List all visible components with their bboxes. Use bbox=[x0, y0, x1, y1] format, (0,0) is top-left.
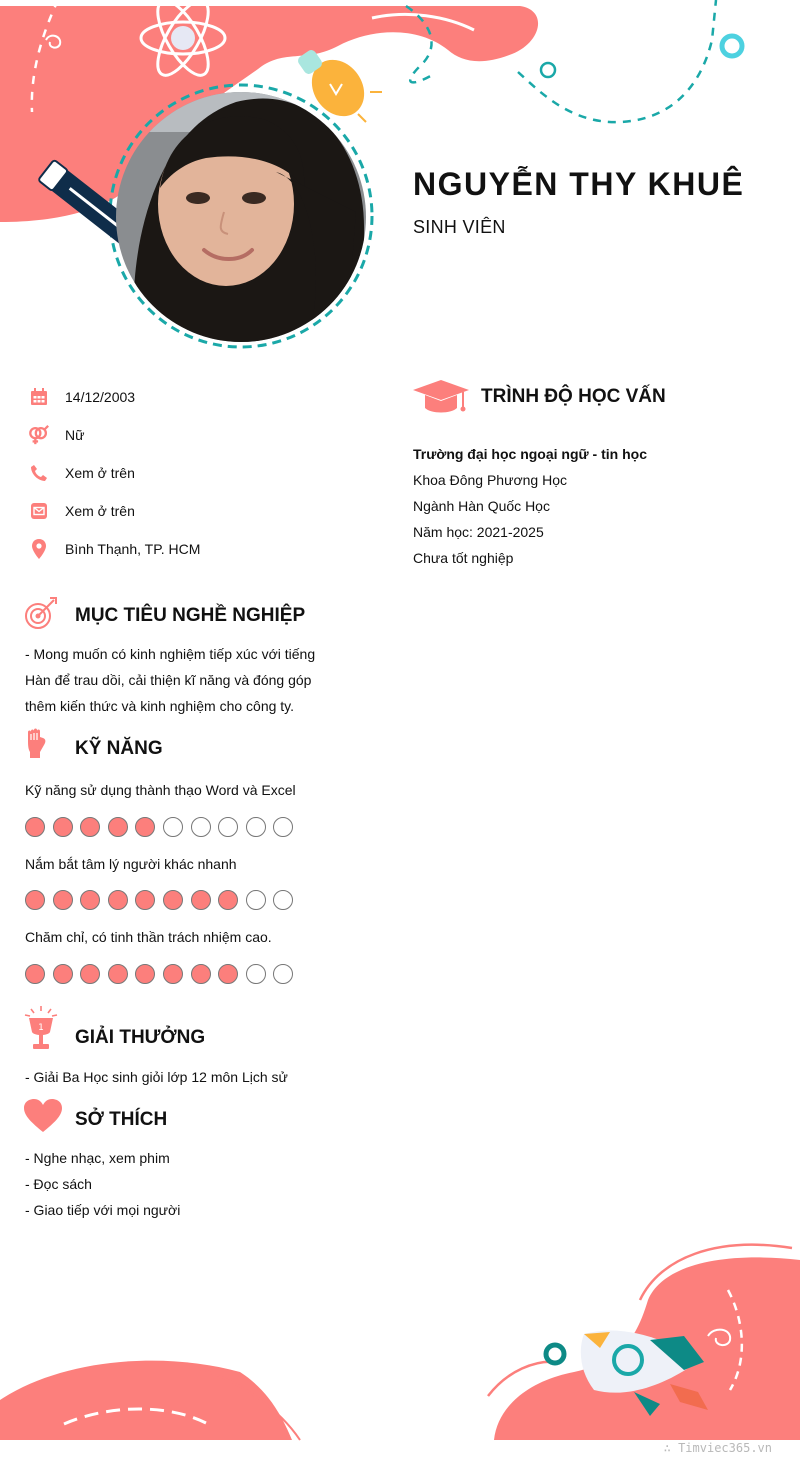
info-email bbox=[28, 500, 135, 522]
trophy-icon bbox=[24, 1006, 58, 1057]
objective-line: thêm kiến thức và kinh nghiệm cho công ty. bbox=[25, 698, 295, 714]
rating-dot-empty bbox=[218, 817, 238, 837]
rating-dot-empty bbox=[273, 817, 293, 837]
rating-dot-filled bbox=[191, 890, 211, 910]
email-icon bbox=[28, 500, 50, 522]
skill-name: Nắm bắt tâm lý người khác nhanh bbox=[25, 856, 237, 872]
rating-dot-filled bbox=[135, 817, 155, 837]
rating-dot-empty bbox=[273, 890, 293, 910]
objective-title: MỤC TIÊU NGHỀ NGHIỆP bbox=[75, 605, 306, 626]
gender-icon bbox=[28, 424, 50, 446]
rating-dot-filled bbox=[53, 964, 73, 984]
rating-dot-filled bbox=[108, 964, 128, 984]
rating-dot-filled bbox=[53, 890, 73, 910]
education-line: Chưa tốt nghiệp bbox=[413, 550, 514, 566]
graduation-cap-icon bbox=[413, 380, 469, 419]
info-address bbox=[28, 538, 200, 560]
rating-dot-filled bbox=[80, 890, 100, 910]
rating-dot-empty bbox=[191, 817, 211, 837]
rating-dot-filled bbox=[25, 890, 45, 910]
heart-icon bbox=[24, 1099, 62, 1138]
rating-dot-filled bbox=[218, 964, 238, 984]
award-line: - Giải Ba Học sinh giỏi lớp 12 môn Lịch sử bbox=[25, 1069, 288, 1085]
skill-name: Chăm chỉ, có tinh thần trách nhiệm cao. bbox=[25, 929, 272, 945]
job-title: SINH VIÊN bbox=[413, 217, 506, 237]
gender-value: Nữ bbox=[65, 427, 85, 443]
skill-rating bbox=[25, 817, 293, 837]
education-line: Khoa Đông Phương Học bbox=[413, 472, 567, 488]
rating-dot-filled bbox=[191, 964, 211, 984]
objective-text bbox=[25, 641, 315, 719]
info-gender bbox=[28, 424, 84, 446]
hobbies-list bbox=[25, 1145, 180, 1223]
hobby-line: - Giao tiếp với mọi người bbox=[25, 1202, 181, 1218]
hand-fist-icon bbox=[24, 728, 48, 765]
rating-dot-filled bbox=[108, 890, 128, 910]
phone-value: Xem ở trên bbox=[65, 465, 135, 481]
rating-dot-filled bbox=[108, 817, 128, 837]
address-value: Bình Thạnh, TP. HCM bbox=[65, 541, 201, 557]
education-title: TRÌNH ĐỘ HỌC VẤN bbox=[481, 386, 666, 407]
skill-rating bbox=[25, 890, 293, 910]
education-line: Ngành Hàn Quốc Học bbox=[413, 498, 550, 514]
school-name: Trường đại học ngoại ngữ - tin học bbox=[413, 446, 647, 462]
skills-title: KỸ NĂNG bbox=[75, 738, 163, 759]
rating-dot-empty bbox=[273, 964, 293, 984]
objective-line: - Mong muốn có kinh nghiệm tiếp xúc với tiếng bbox=[25, 646, 316, 662]
bottom-left-blob bbox=[0, 1361, 292, 1440]
calendar-icon bbox=[28, 386, 50, 408]
candidate-name: NGUYỄN THY KHUÊ bbox=[413, 166, 745, 202]
awards-title: GIẢI THƯỞNG bbox=[75, 1027, 206, 1048]
skill-name: Kỹ năng sử dụng thành thạo Word và Excel bbox=[25, 782, 296, 798]
rating-dot-filled bbox=[25, 964, 45, 984]
profile-photo-illustration bbox=[116, 92, 366, 342]
rating-dot-filled bbox=[163, 890, 183, 910]
birthdate-value: 14/12/2003 bbox=[65, 389, 136, 405]
rating-dot-filled bbox=[135, 890, 155, 910]
rating-dot-empty bbox=[163, 817, 183, 837]
location-pin-icon bbox=[28, 538, 50, 560]
rating-dot-filled bbox=[135, 964, 155, 984]
hobbies-title: SỞ THÍCH bbox=[75, 1109, 168, 1130]
profile-photo bbox=[116, 92, 366, 342]
rating-dot-filled bbox=[80, 817, 100, 837]
email-value: Xem ở trên bbox=[65, 503, 135, 519]
target-icon bbox=[24, 596, 58, 635]
rating-dot-filled bbox=[163, 964, 183, 984]
info-birthdate bbox=[28, 386, 135, 408]
education-details bbox=[413, 467, 567, 571]
phone-icon bbox=[28, 462, 50, 484]
rating-dot-filled bbox=[53, 817, 73, 837]
svg-text:1: 1 bbox=[38, 1023, 44, 1033]
skill-rating bbox=[25, 964, 293, 984]
hobby-line: - Đọc sách bbox=[25, 1176, 92, 1192]
info-phone bbox=[28, 462, 135, 484]
rating-dot-filled bbox=[25, 817, 45, 837]
rating-dot-filled bbox=[80, 964, 100, 984]
rating-dot-empty bbox=[246, 890, 266, 910]
watermark: ∴ Timviec365.vn bbox=[663, 1441, 772, 1455]
education-line: Năm học: 2021-2025 bbox=[413, 524, 544, 540]
rating-dot-empty bbox=[246, 964, 266, 984]
rating-dot-empty bbox=[246, 817, 266, 837]
rating-dot-filled bbox=[218, 890, 238, 910]
hobby-line: - Nghe nhạc, xem phim bbox=[25, 1150, 170, 1166]
objective-line: Hàn để trau dồi, cải thiện kĩ năng và đóng góp bbox=[25, 672, 312, 688]
